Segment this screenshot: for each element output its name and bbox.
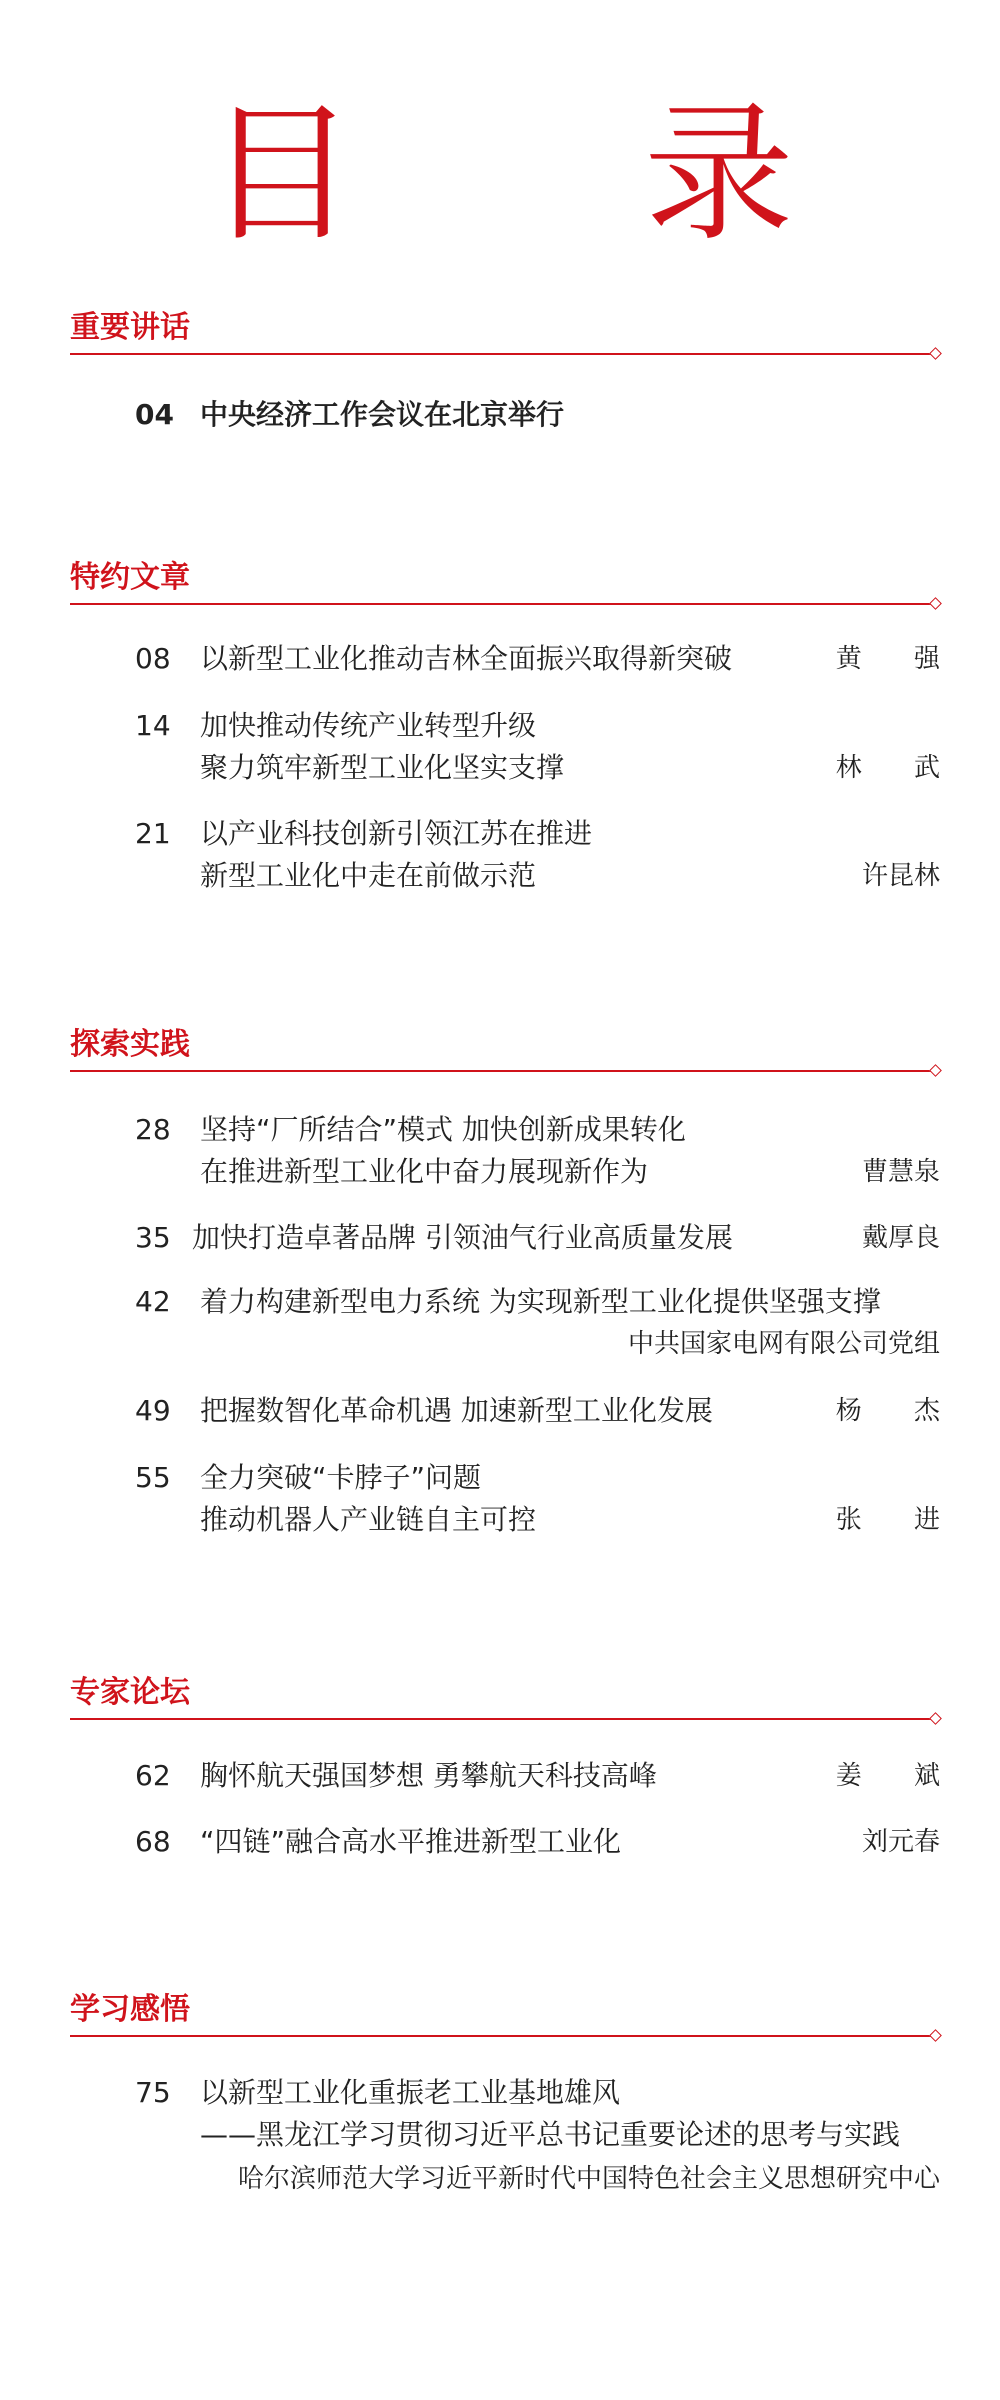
page-title: 目 录 (206, 88, 914, 262)
diamond-ornament-icon (929, 347, 942, 360)
page-number: 42 (135, 1285, 171, 1318)
entry-title: 以新型工业化重振老工业基地雄风 (200, 2076, 621, 2109)
entry-title: 以产业科技创新引领江苏在推进 (200, 817, 593, 850)
entry-author: 刘元春 (861, 1827, 940, 1857)
entry-author: 林 武 (835, 753, 962, 783)
diamond-ornament-icon (929, 1064, 942, 1077)
entry-author: 许昆林 (861, 861, 940, 891)
entry-title: 着力构建新型电力系统 为实现新型工业化提供坚强支撑 (200, 1285, 881, 1318)
page-number: 68 (135, 1825, 171, 1858)
section-divider (70, 2035, 932, 2037)
diamond-ornament-icon (929, 2029, 942, 2042)
page-number: 28 (135, 1113, 171, 1146)
section-divider (70, 1070, 932, 1072)
section-divider (70, 353, 932, 355)
section-header (70, 558, 940, 606)
entry-author: 黄 强 (835, 644, 962, 674)
page-number: 21 (135, 817, 171, 850)
section-header (70, 308, 940, 356)
section-title: 重要讲话 (70, 310, 190, 345)
page-number: 04 (135, 398, 174, 431)
entry-title-line-2: 聚力筑牢新型工业化坚实支撑 (200, 751, 565, 784)
section-title: 专家论坛 (70, 1675, 190, 1710)
entry-title-line-2: 新型工业化中走在前做示范 (200, 859, 537, 892)
entry-title-line-2: 推动机器人产业链自主可控 (200, 1503, 537, 1536)
page-number: 35 (135, 1221, 171, 1254)
page-number: 75 (135, 2076, 171, 2109)
entry-title-line-2: 在推进新型工业化中奋力展现新作为 (200, 1155, 649, 1188)
page-number: 08 (135, 642, 171, 675)
entry-author: 张 进 (835, 1505, 962, 1535)
entry-title: 全力突破“卡脖子”问题 (200, 1461, 482, 1494)
section-divider (70, 1718, 932, 1720)
entry-title: “四链”融合高水平推进新型工业化 (200, 1825, 622, 1858)
diamond-ornament-icon (929, 597, 942, 610)
entry-author: 哈尔滨师范大学习近平新时代中国特色社会主义思想研究中心 (237, 2164, 940, 2194)
entry-author: 姜 斌 (835, 1761, 962, 1791)
page-number: 14 (135, 709, 171, 742)
entry-title: 加快推动传统产业转型升级 (200, 709, 537, 742)
section-header (70, 1025, 940, 1073)
section-divider (70, 603, 932, 605)
entry-title: 中央经济工作会议在北京举行 (200, 398, 565, 431)
entry-author: 曹慧泉 (861, 1157, 940, 1187)
entry-title: 胸怀航天强国梦想 勇攀航天科技高峰 (200, 1759, 657, 1792)
page-number: 55 (135, 1461, 171, 1494)
entry-author: 杨 杰 (835, 1396, 962, 1426)
entry-subtitle: ——黑龙江学习贯彻习近平总书记重要论述的思考与实践 (200, 2118, 901, 2151)
section-header (70, 1990, 940, 2038)
entry-author: 中共国家电网有限公司党组 (627, 1329, 940, 1359)
page-number: 49 (135, 1394, 171, 1427)
entry-title: 加快打造卓著品牌 引领油气行业高质量发展 (192, 1221, 733, 1254)
section-title: 学习感悟 (70, 1992, 190, 2027)
entry-title: 坚持“厂所结合”模式 加快创新成果转化 (200, 1113, 686, 1146)
entry-author: 戴厚良 (861, 1223, 940, 1253)
section-title: 探索实践 (70, 1027, 190, 1062)
section-header (70, 1673, 940, 1721)
section-title: 特约文章 (70, 560, 190, 595)
diamond-ornament-icon (929, 1712, 942, 1725)
entry-title: 以新型工业化推动吉林全面振兴取得新突破 (200, 642, 733, 675)
page-number: 62 (135, 1759, 171, 1792)
entry-title: 把握数智化革命机遇 加速新型工业化发展 (200, 1394, 713, 1427)
